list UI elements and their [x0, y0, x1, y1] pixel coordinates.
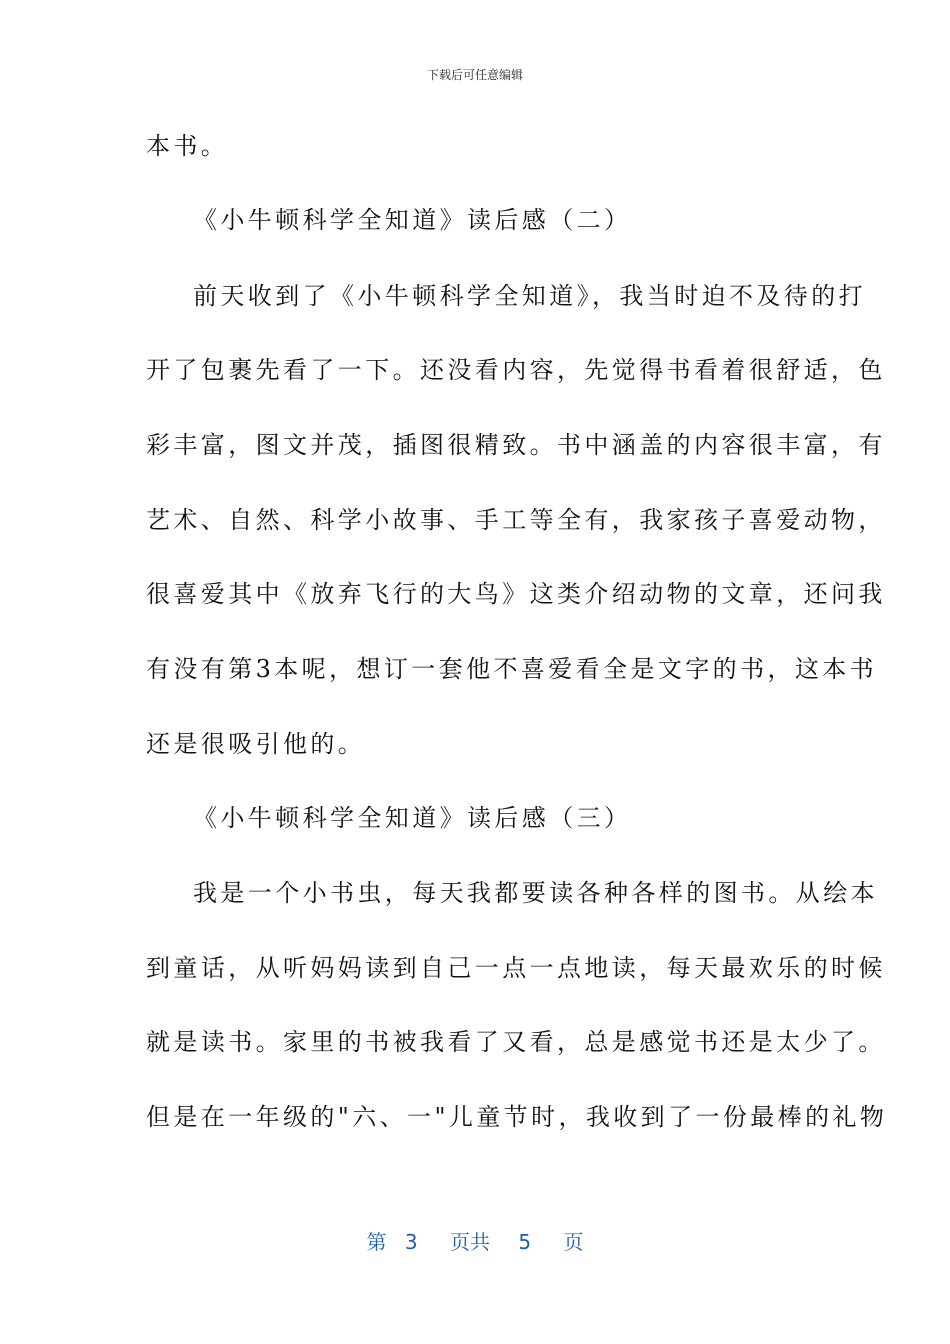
text-line: 开了包裹先看了一下。还没看内容，先觉得书看着很舒适，色	[146, 356, 886, 384]
section-heading: 《小牛顿科学全知道》读后感（三）	[193, 804, 632, 832]
text-line: 艺术、自然、科学小故事、手工等全有，我家孩子喜爱动物，	[146, 506, 886, 534]
section-heading: 《小牛顿科学全知道》读后感（二）	[193, 206, 632, 234]
text-line: 就是读书。家里的书被我看了又看，总是感觉书还是太少了。	[146, 1028, 886, 1056]
footer-page-prefix: 第	[366, 1230, 387, 1254]
text-line: 很喜爱其中《放弃飞行的大鸟》这类介绍动物的文章，还问我	[146, 580, 886, 608]
text-line: 彩丰富，图文并茂，插图很精致。书中涵盖的内容很丰富，有	[146, 431, 886, 459]
text-line: 但是在一年级的"六、一"儿童节时，我收到了一份最棒的礼物	[146, 1103, 888, 1131]
footer-page-suffix: 页	[563, 1230, 584, 1254]
footer-page-current: 3	[404, 1230, 418, 1254]
page-header: 下载后可任意编辑	[426, 68, 523, 82]
text-line: 本书。	[146, 132, 229, 160]
page-footer	[0, 1226, 950, 1255]
text-line: 到童话，从听妈妈读到自己一点一点地读，每天最欢乐的时候	[146, 954, 886, 982]
text-line: 有没有第3本呢，想订一套他不喜爱看全是文字的书，这本书	[146, 655, 878, 683]
footer-page-total: 5	[518, 1230, 532, 1254]
text-line: 还是很吸引他的。	[146, 730, 366, 758]
footer-page-mid: 页共	[450, 1230, 490, 1254]
text-line: 我是一个小书虫，每天我都要读各种各样的图书。从绘本	[193, 879, 878, 907]
text-line: 前天收到了《小牛顿科学全知道》，我当时迫不及待的打	[193, 282, 866, 310]
